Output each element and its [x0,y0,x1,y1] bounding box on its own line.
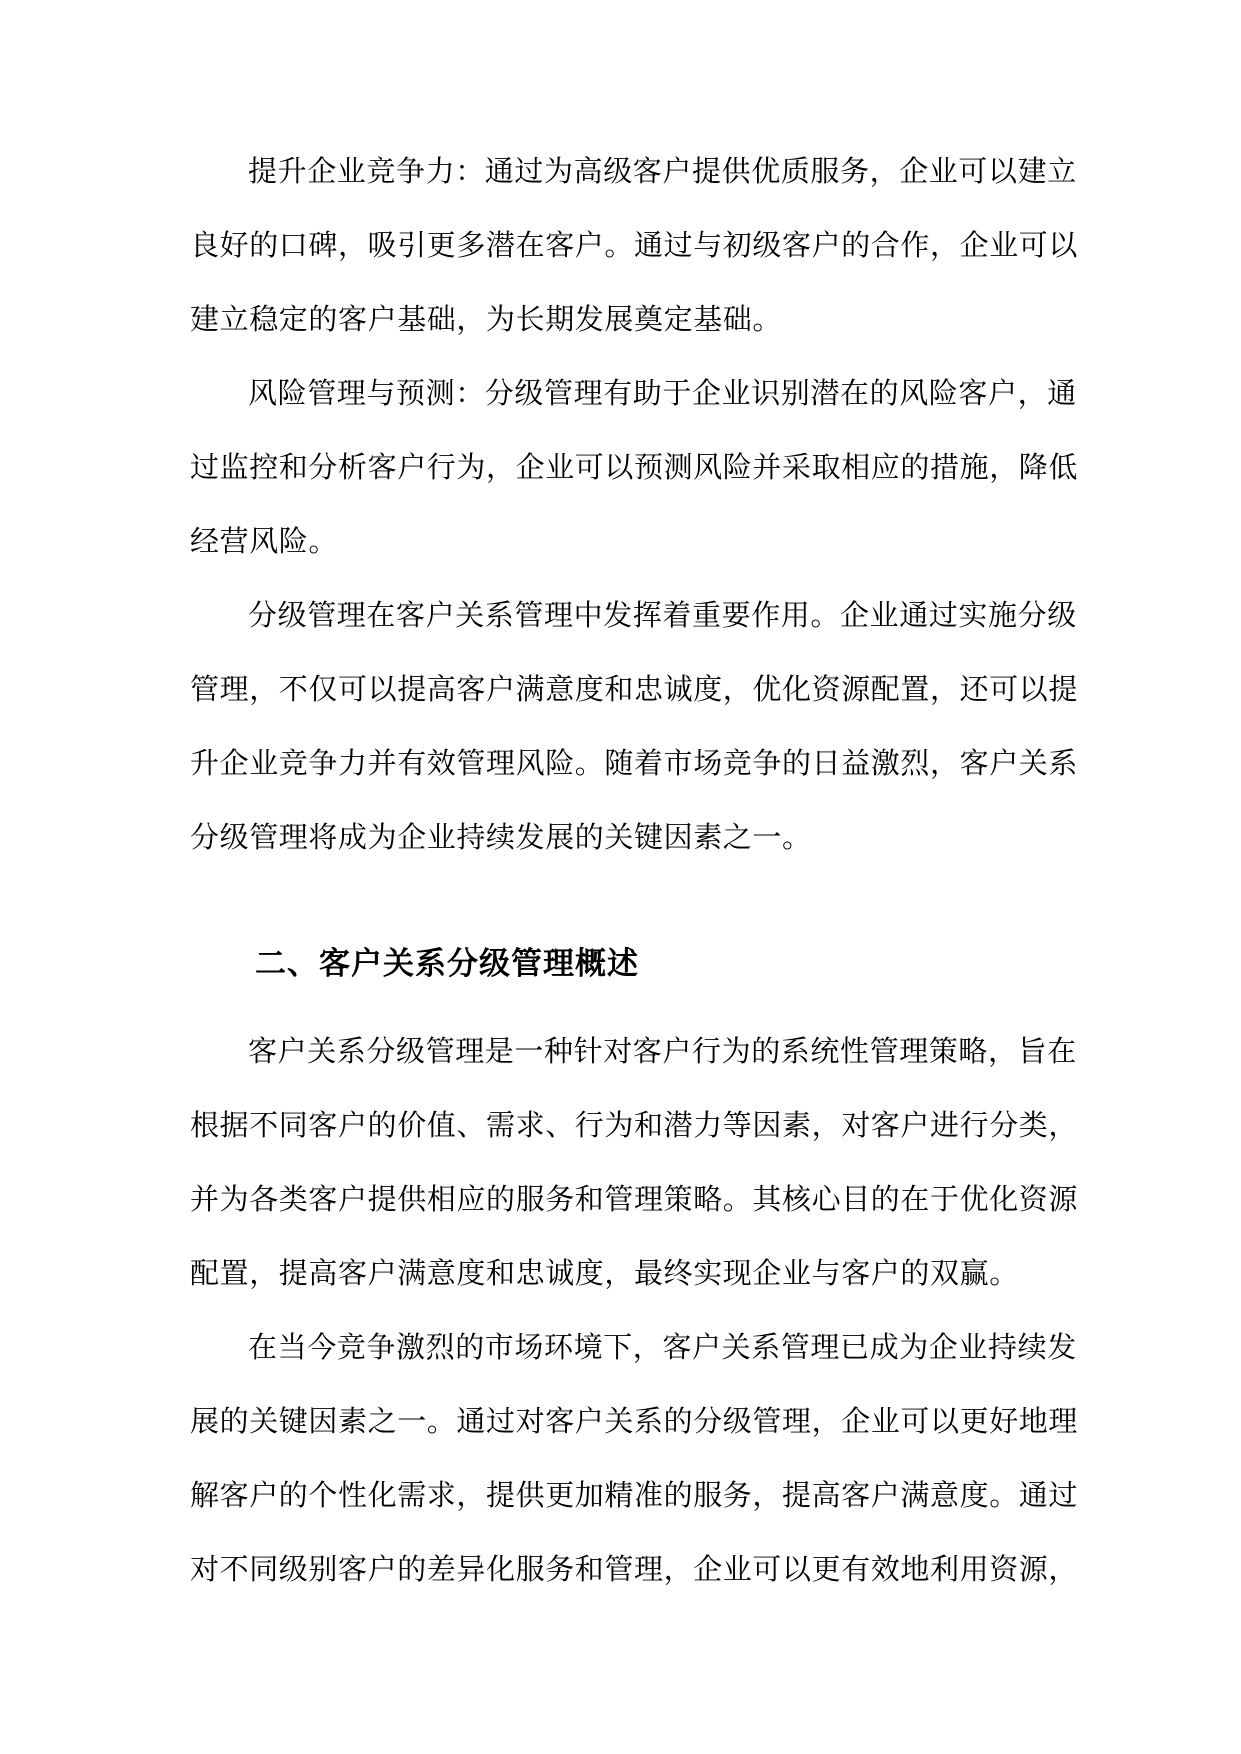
text-line: 提升企业竞争力：通过为高级客户提供优质服务，企业可以建立 [248,154,1077,188]
text-line: 过监控和分析客户行为，企业可以预测风险并采取相应的措施，降低 [190,450,1079,484]
section-heading: 二、客户关系分级管理概述 [255,946,639,982]
text-line: 管理，不仅可以提高客户满意度和忠诚度，优化资源配置，还可以提 [190,672,1079,706]
text-line: 根据不同客户的价值、需求、行为和潜力等因素，对客户进行分类， [190,1108,1079,1142]
text-line: 对不同级别客户的差异化服务和管理，企业可以更有效地利用资源， [190,1552,1079,1586]
text-line: 分级管理在客户关系管理中发挥着重要作用。企业通过实施分级 [248,598,1077,632]
text-line: 并为各类客户提供相应的服务和管理策略。其核心目的在于优化资源 [190,1182,1079,1216]
text-line: 建立稳定的客户基础，为长期发展奠定基础。 [190,302,783,336]
text-line: 展的关键因素之一。通过对客户关系的分级管理，企业可以更好地理 [190,1404,1079,1438]
text-line: 升企业竞争力并有效管理风险。随着市场竞争的日益激烈，客户关系 [190,746,1079,780]
text-line: 经营风险。 [190,524,339,558]
text-line: 在当今竞争激烈的市场环境下，客户关系管理已成为企业持续发 [248,1330,1077,1364]
text-line: 良好的口碑，吸引更多潜在客户。通过与初级客户的合作，企业可以 [190,228,1079,262]
text-line: 配置，提高客户满意度和忠诚度，最终实现企业与客户的双赢。 [190,1256,1019,1290]
text-line: 分级管理将成为企业持续发展的关键因素之一。 [190,820,812,854]
text-line: 解客户的个性化需求，提供更加精准的服务，提高客户满意度。通过 [190,1478,1079,1512]
text-line: 风险管理与预测：分级管理有助于企业识别潜在的风险客户，通 [248,376,1077,410]
text-line: 客户关系分级管理是一种针对客户行为的系统性管理策略，旨在 [248,1034,1077,1068]
